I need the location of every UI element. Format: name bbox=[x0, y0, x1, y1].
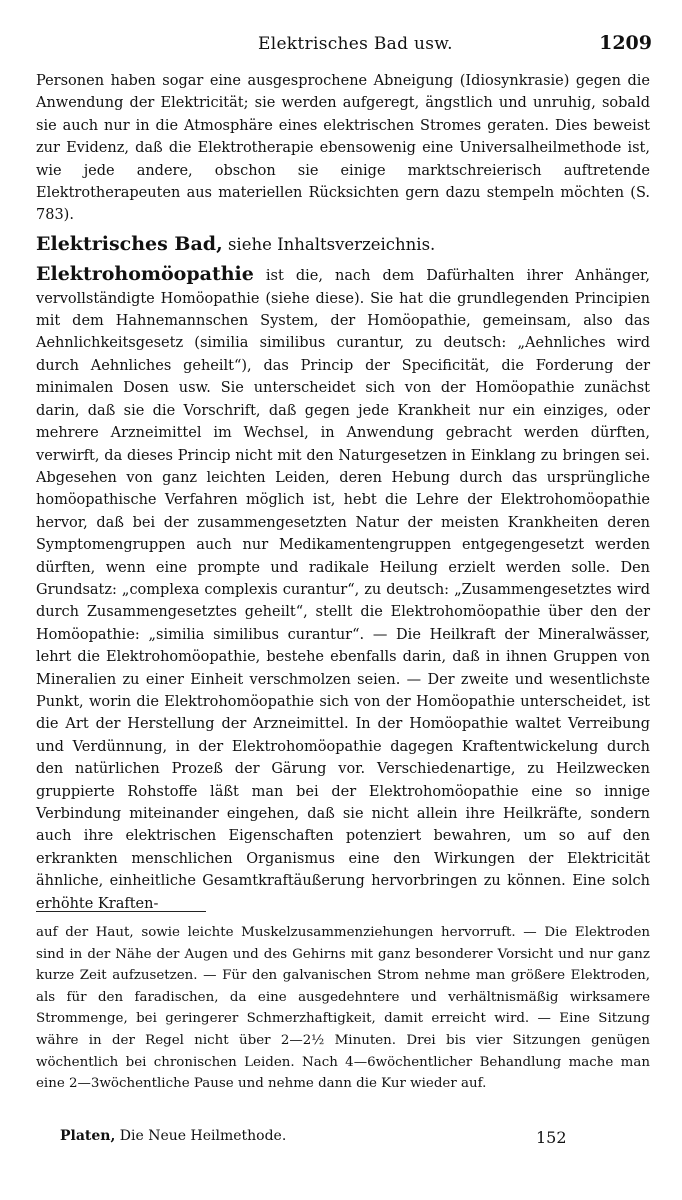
entry-text: siehe Inhaltsverzeichnis. bbox=[222, 234, 436, 254]
entry-elektrisches-bad bbox=[36, 233, 650, 257]
page-header bbox=[0, 34, 682, 60]
entry-term: Elektrisches Bad, bbox=[36, 232, 223, 255]
entry-elektrohomoeopathie bbox=[36, 263, 650, 915]
page-footer bbox=[0, 1128, 682, 1152]
main-text bbox=[36, 70, 650, 915]
printer-signature bbox=[60, 1128, 286, 1144]
signature-number: 152 bbox=[536, 1128, 567, 1147]
signature-author: Platen, bbox=[60, 1128, 116, 1144]
page-number: 1209 bbox=[599, 32, 652, 54]
paragraph-continuation: Personen haben sogar eine ausgesprochene Abneigung (Idiosynkrasie) gegen die Anwendung der Elektricität; sie werden aufgeregt, ängstlich und unruhig, sobald sie auch nur in die Atmosphäre eines elektrischen Stromes geraten. Dies beweist zur Evidenz, daß die Elektrotherapie ebensowenig eine Universalheilmethode ist, wie jede andere, obschon sie einige marktschreierisch auftretende Elektrotherapeuten aus materiellen Rücksichten gern dazu stempeln möchten (S. 783). bbox=[36, 73, 650, 224]
footnote-text: auf der Haut, sowie leichte Muskelzusammenziehungen hervorruft. — Die Elektroden sind in der Nähe der Augen und des Gehirns mit ganz besonderer Vorsicht und nur ganz kurze Zeit aufzusetzen. — Für den galvanischen Strom nehme man größere Elektroden, als für den faradischen, da eine ausgedehntere und verhältnismäßig wirksamere Strommenge, bei geringerer Schmerzhaftigkeit, damit erreicht wird. — Eine Sitzung währe in der Regel nicht über 2—2½ Minuten. Drei bis vier Sitzungen genügen wöchentlich bei chronischen Leiden. Nach 4—6wöchentlicher Behandlung mache man eine 2—3wöchentliche Pause und nehme dann die Kur wieder auf. bbox=[36, 925, 650, 1092]
footnote bbox=[36, 922, 650, 1095]
entry-term: Elektrohomöopathie bbox=[36, 263, 254, 286]
footnote-divider bbox=[36, 911, 206, 912]
signature-work: Die Neue Heilmethode. bbox=[115, 1128, 287, 1144]
entry-text: ist die, nach dem Dafürhalten ihrer Anhänger, vervollständigte Homöopathie (siehe diese). Sie hat die grundlegenden Principien mit dem Hahnemannschen System, der Homöopathie, gemeinsam, also das Aehnlichkeitsgesetz (similia similibus curantur, zu deutsch: „Aehnliches wird durch Aehnliches geheilt“), das Princip der Specificität, die Forderung der minimalen Dosen usw. Sie unterscheidet sich von der Homöopathie zunächst darin, daß sie die Vorschrift, daß gegen jede Krankheit nur ein einziges, oder mehrere Arzneimittel im Wechsel, in Anwendung gebracht werden dürften, verwirft, da dieses Princip nicht mit den Naturgesetzen in Einklang zu bringen sei. Abgesehen von ganz leichten Leiden, deren Hebung durch das ursprüngliche homöopathische Verfahren möglich ist, hebt die Lehre der Elektrohomöopathie hervor, daß bei der zusammengesetzten Natur der meisten Krankheiten deren Symptomengruppen auch nur Medikamentengruppen entgegengesetzt werden dürften, wenn eine prompte und radikale Heilung erzielt werden solle. Den Grundsatz: „complexa complexis curantur“, zu deutsch: „Zusammengesetztes wird durch Zusammengesetztes geheilt“, stellt die Elektrohomöopathie über den der Homöopathie: „similia similibus curantur“. — Die Heilkraft der Mineralwässer, lehrt die Elektrohomöopathie, bestehe ebenfalls darin, daß in ihnen Gruppen von Mineralien zu einer Einheit verschmolzen seien. — Der zweite und wesentlichste Punkt, worin die Elektrohomöopathie sich von der Homöopathie unterscheidet, ist die Art der Herstellung der Arzneimittel. In der Homöopathie waltet Verreibung und Verdünnung, in der Elektrohomöopathie dagegen Kraftentwickelung durch den natürlichen Prozeß der Gärung vor. Verschiedenartige, zu Heilzwecken gruppierte Rohstoffe läßt man bei der Elektrohomöopathie eine so innige Verbindung miteinander eingehen, daß sie nicht allein ihre Heilkräfte, sondern auch ihre elektrischen Eigenschaften potenziert bewahren, um so auf den erkrankten menschlichen Organismus eine den Wirkungen der Elektricität ähnliche, einheitliche Gesamtkraftäußerung hervorbringen zu können. Eine solch erhöhte Kraften- bbox=[36, 268, 650, 912]
running-title: Elektrisches Bad usw. bbox=[258, 34, 453, 54]
